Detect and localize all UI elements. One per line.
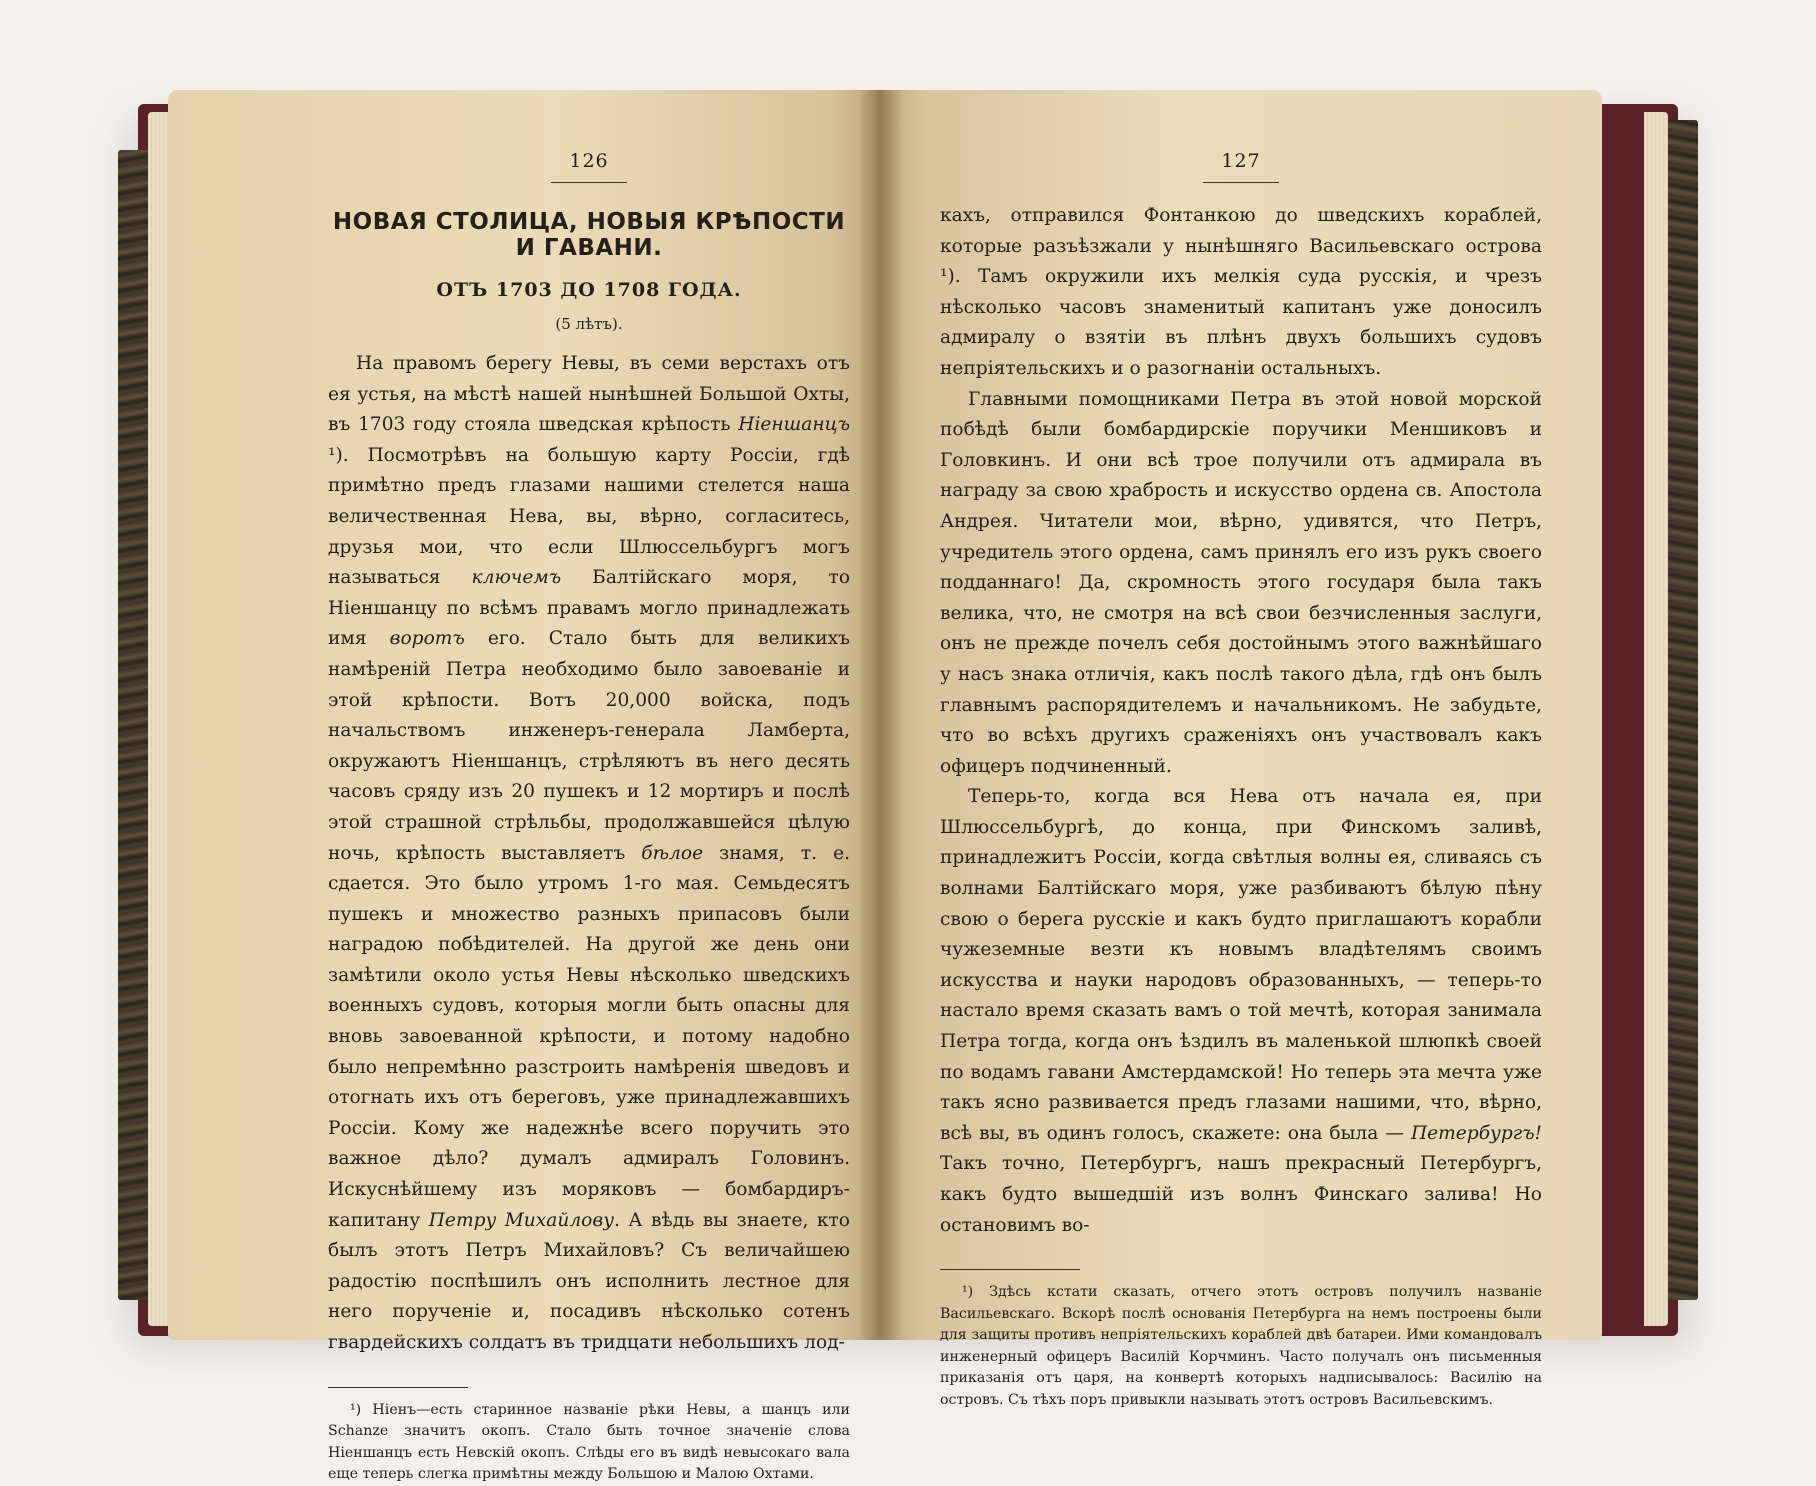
paragraph: кахъ, отправился Фонтанкою до шведскихъ кораблей, которые разъѣзжали у нынѣшняго Васильевскаго острова ¹). Тамъ окружили ихъ мелкія суда русскія, и чрезъ нѣсколько часовъ знаменитый капитанъ уже доносилъ адмиралу о взятіи въ плѣнъ двухъ большихъ судовъ непріятельскихъ и о разогнаніи остальныхъ. bbox=[940, 205, 1542, 379]
footnote: ¹) Ніенъ—есть старинное названіе рѣки Невы, а шанцъ или Schanze значитъ окопъ. Стало быть точное значеніе слова Ніеншанцъ есть Невскій окопъ. Слѣды его въ видѣ невысокаго вала еще теперь слегка примѣтны между Большою и Малою Охтами. bbox=[328, 1401, 850, 1483]
chapter-subtitle: ОТЪ 1703 ДО 1708 ГОДА. bbox=[436, 279, 742, 301]
paragraph: На правомъ берегу Невы, въ семи верстахъ отъ ея устья, на мѣстѣ нашей нынѣшней Большой Охты, въ 1703 году стояла шведская крѣпость Ніеншанцъ ¹). Посмотрѣвъ на большую карту Россіи, гдѣ примѣтно предъ глазами нашими стелется наша величественная Нева, вы, вѣрно, согласитесь, друзья мои, что если Шлюссельбургъ могъ называться ключемъ Балтійскаго моря, то Ніеншанцу по всѣмъ правамъ могло принадлежать имя воротъ его. Стало быть для великихъ намѣреній Петра необходимо было завоеваніе и этой крѣпости. Вотъ 20,000 войска, подъ начальствомъ инженеръ-генерала Ламберта, окружаютъ Ніеншанцъ, стрѣляютъ въ него десять часовъ сряду изъ 20 пушекъ и 12 мортиръ и послѣ этой страшной стрѣльбы, продолжавшейся цѣлую ночь, крѣпость выставляетъ бѣлое знамя, т. е. сдается. Это было утромъ 1-го мая. Семьдесятъ пушекъ и множество разныхъ припасовъ были наградою побѣдителей. На другой же день они замѣтили около устья Невы нѣсколько шведскихъ военныхъ судовъ, которыя могли быть опасны для вновь завоеванной крѣпости, и потому надобно было непремѣнно разстроить намѣренія шведовъ и отогнать ихъ отъ береговъ, уже принадлежавшихъ Россіи. Кому же надежнѣе всего поручить это важное дѣло? думалъ адмиралъ Головинъ. Искуснѣйшему изъ моряковъ — бомбардиръ-капитану Петру Михайлову. А вѣдь вы знаете, кто былъ этотъ Петръ Михайловъ? Съ величайшею радостію поспѣшилъ онъ исполнить лестное для него порученіе и, посадивъ нѣсколько сотенъ гвардейскихъ солдатъ въ тридцати небольшихъ лод- bbox=[328, 353, 851, 1353]
left-page bbox=[168, 90, 880, 1483]
chapter-title: НОВАЯ СТОЛИЦА, НОВЫЯ КРѢПОСТИ И ГАВАНИ. bbox=[332, 209, 846, 261]
page-number: 127 bbox=[1221, 150, 1261, 172]
chapter-years: (5 лѣтъ). bbox=[555, 315, 623, 333]
marbled-endpaper-right bbox=[1664, 120, 1698, 1300]
page-number: 126 bbox=[569, 150, 609, 172]
footnote-rule bbox=[328, 1387, 468, 1388]
body-text bbox=[328, 349, 850, 1359]
body-text bbox=[940, 201, 1542, 1241]
page-edges-right bbox=[1644, 112, 1668, 1326]
page-number-rule bbox=[1203, 182, 1279, 183]
page-number-rule bbox=[551, 182, 627, 183]
right-page bbox=[880, 90, 1602, 1408]
book-gutter bbox=[858, 90, 902, 1340]
footnote: ¹) Здѣсь кстати сказать, отчего этотъ островъ получилъ названіе Васильевскаго. Вскорѣ послѣ основанія Петербурга на немъ построены были для защиты противъ непріятельскихъ кораблей двѣ батареи. Ими командовалъ инженерный офицеръ Василій Корчминъ. Часто получалъ онъ письменныя приказанія отъ царя, на конвертѣ которыхъ надписывалось: Василію на островъ. Съ тѣхъ поръ привыкли называть этотъ островъ Васильевскимъ. bbox=[940, 1284, 1543, 1408]
paragraph: Главными помощниками Петра въ этой новой морской побѣдѣ были бомбардирскіе поручики Меншиковъ и Головкинъ. И они всѣ трое получили отъ адмирала въ награду за свою храбрость и искусство ордена св. Апостола Андрея. Читатели мои, вѣрно, удивятся, что Петръ, учредитель этого ордена, самъ принялъ его изъ рукъ своего подданнаго! Да, скромность этого государя была такъ велика, что, не смотря на всѣ свои безчисленныя заслуги, онъ не прежде почелъ себя достойнымъ этого важнѣйшаго у насъ знака отличія, какъ послѣ такого дѣла, гдѣ онъ былъ главнымъ распорядителемъ и начальникомъ. Не забудьте, что во всѣхъ другихъ сраженіяхъ онъ участвовалъ какъ офицеръ подчиненный. bbox=[940, 388, 1542, 777]
footnote-rule bbox=[940, 1269, 1080, 1270]
paragraph: Теперь-то, когда вся Нева отъ начала ея, при Шлюссельбургѣ, до конца, при Финскомъ заливѣ, принадлежитъ Россіи, когда свѣтлыя волны ея, сливаясь съ волнами Балтійскаго моря, уже разбиваютъ бѣлую пѣну свою о берега русскіе и какъ будто приглашаютъ корабли чужеземные везти къ новымъ владѣтелямъ своимъ искусства и науки народовъ образованныхъ, — теперь-то настало время сказать вамъ о той мечтѣ, которая занимала Петра тогда, когда онъ ѣздилъ въ маленькой шлюпкѣ своей по водамъ гавани Амстердамской! Но теперь эта мечта уже такъ ясно развивается предъ глазами нашими, что, вѣрно, всѣ вы, въ одинъ голосъ, скажете: она была — Петербургъ! Такъ точно, Петербургъ, нашъ прекрасный Петербургъ, какъ будто вышедшій изъ волнъ Финскаго залива! Но остановимъ во- bbox=[940, 786, 1542, 1236]
marbled-endpaper-left bbox=[118, 150, 152, 1300]
